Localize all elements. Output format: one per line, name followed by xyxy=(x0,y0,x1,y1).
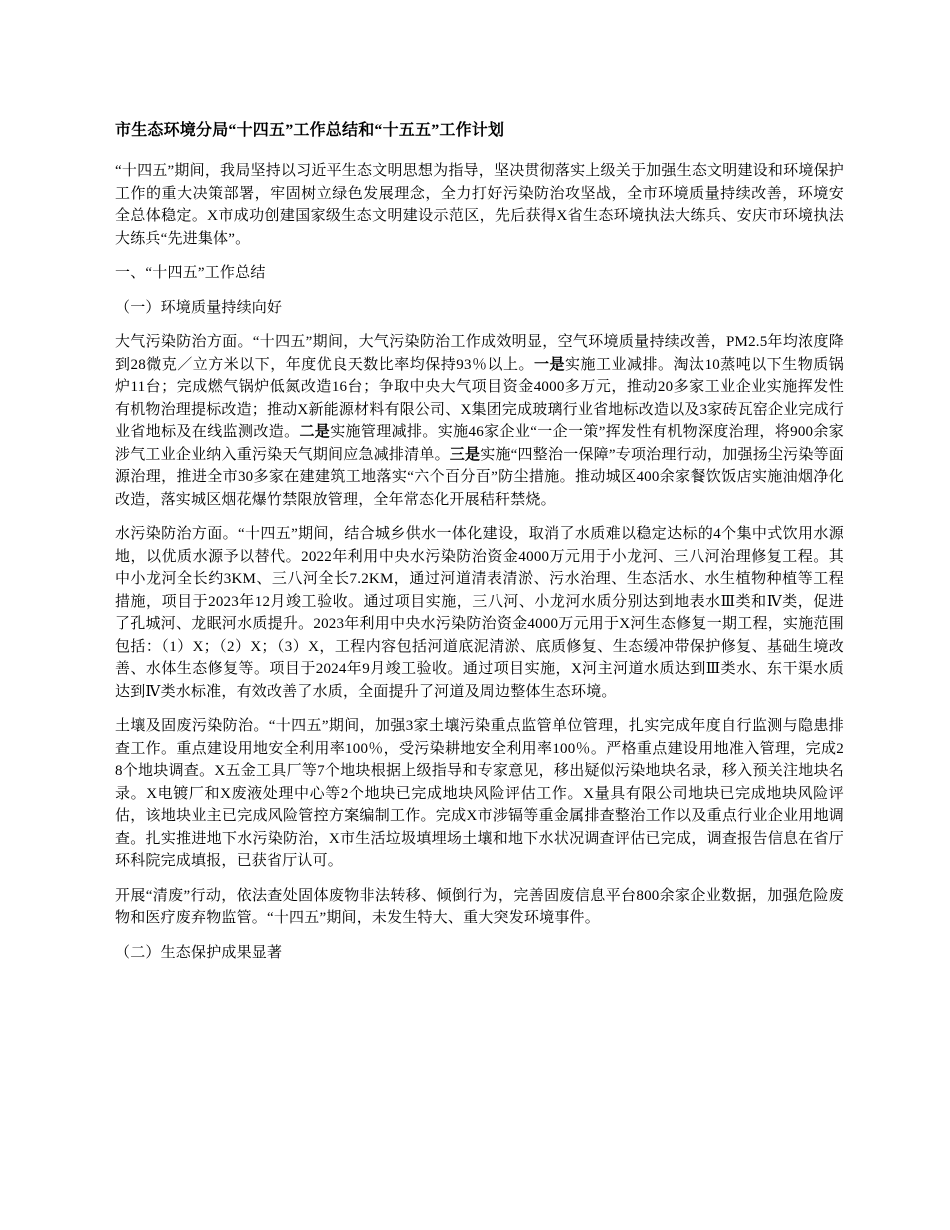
text-run: 实施“四整治一保障”专项治理行动，加强扬尘污染等面源治理，推进全市30多家在建建筑工地落实“六个百分百”防尘措施。推动城区400余家餐饮饭店实施油烟净化改造，落实城区烟花爆竹禁限放管理，全年常态化开展秸秆禁烧。 xyxy=(115,446,844,508)
paragraph xyxy=(115,523,844,703)
section-heading xyxy=(115,262,844,285)
text-run: （二）生态保护成果显著 xyxy=(115,944,283,961)
paragraph xyxy=(115,160,844,250)
section-heading xyxy=(115,297,844,320)
text-run: 实施管理减排。实施46家企业“一企一策”挥发性有机物深度治理，将900余家涉气工业企业纳入重污染天气期间应急减排清单。 xyxy=(115,424,845,463)
document-body xyxy=(115,120,844,964)
text-run: 土壤及固废污染防治。“十四五”期间，加强3家土壤污染重点监管单位管理，扎实完成年度自行监测与隐患排查工作。重点建设用地安全利用率100％，受污染耕地安全利用率100％。严格重点建设用地准入管理，完成28个地块调查。X五金工具厂等7个地块根据上级指导和专家意见，移出疑似污染地块名录，移入预关注地块名录。X电镀厂和X废液处理中心等2个地块已完成地块风险评估工作。X量具有限公司地块已完成地块风险评估，该地块业主已完成风险管控方案编制工作。完成X市涉镉等重金属排查整治工作以及重点行业企业用地调查。扎实推进地下水污染防治，X市生活垃圾填埋场土壤和地下水状况调查评估已完成，调查报告信息在省厅环科院完成填报，已获省厅认可。 xyxy=(115,718,844,869)
paragraph xyxy=(115,331,844,511)
text-run-bold: 市生态环境分局“十四五”工作总结和“十五五”工作计划 xyxy=(115,122,505,139)
paragraph xyxy=(115,715,844,873)
text-run-bold: 三是 xyxy=(449,446,481,463)
text-run: 大气污染防治方面。“十四五”期间，大气污染防治工作成效明显，空气环境质量持续改善，PM2.5年均浓度降到28微克／立方米以下，年度优良天数比率均保持93％以上。 xyxy=(115,334,844,373)
section-heading xyxy=(115,942,844,965)
text-run: 实施工业减排。淘汰10蒸吨以下生物质锅炉11台；完成燃气锅炉低氮改造16台；争取中央大气项目资金4000多万元，推动20多家工业企业实施挥发性有机物治理提标改造；推动X新能源材料有限公司、X集团完成玻璃行业省地标改造以及3家砖瓦窑企业完成行业省地标及在线监测改造。 xyxy=(115,356,844,440)
paragraph xyxy=(115,885,844,930)
text-run: 一、“十四五”工作总结 xyxy=(115,265,266,281)
text-run: 开展“清废”行动，依法查处固体废物非法转移、倾倒行为，完善固废信息平台800余家企业数据，加强危险废物和医疗废弃物监管。“十四五”期间，未发生特大、重大突发环境事件。 xyxy=(115,887,844,926)
text-run: （一）环境质量持续向好 xyxy=(115,299,283,316)
document-title xyxy=(115,120,844,142)
text-run-bold: 一是 xyxy=(534,356,566,373)
text-run: 水污染防治方面。“十四五”期间，结合城乡供水一体化建设，取消了水质难以稳定达标的4个集中式饮用水源地，以优质水源予以替代。2022年利用中央水污染防治资金4000万元用于小龙河、三八河治理修复工程。其中小龙河全长约3KM、三八河全长7.2KM，通过河道清表清淤、污水治理、生态活水、水生植物种植等工程措施，项目于2023年12月竣工验收。通过项目实施，三八河、小龙河水质分别达到地表水Ⅲ类和Ⅳ类，促进了孔城河、龙眠河水质提升。2023年利用中央水污染防治资金4000万元用于X河生态修复一期工程，实施范围包括：（1）X；（2）X；（3）X，工程内容包括河道底泥清淤、底质修复、生态缓冲带保护修复、基础生境改善、水体生态修复等。项目于2024年9月竣工验收。通过项目实施，X河主河道水质达到Ⅲ类水、东干渠水质达到Ⅳ类水标准，有效改善了水质，全面提升了河道及周边整体生态环境。 xyxy=(115,526,844,700)
text-run: “十四五”期间，我局坚持以习近平生态文明思想为指导，坚决贯彻落实上级关于加强生态文明建设和环境保护工作的重大决策部署，牢固树立绿色发展理念，全力打好污染防治攻坚战，全市环境质量持续改善，环境安全总体稳定。X市成功创建国家级生态文明建设示范区，先后获得X省生态环境执法大练兵、安庆市环境执法大练兵“先进集体”。 xyxy=(115,163,844,247)
text-run-bold: 二是 xyxy=(299,424,331,440)
